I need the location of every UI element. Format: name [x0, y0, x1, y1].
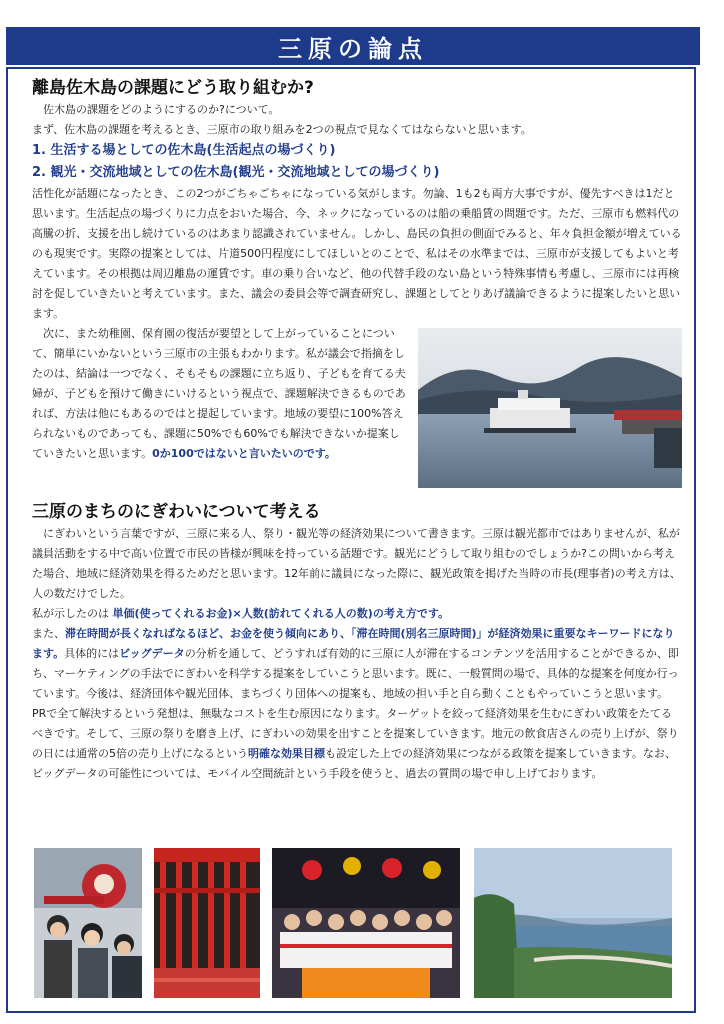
section2-heading: 三原のまちのにぎわいについて考える: [32, 502, 321, 522]
people-daruma-photo: [34, 848, 142, 998]
article-body: [32, 76, 682, 784]
section2-formula: [32, 604, 682, 624]
section1-heading: 離島佐木島の課題にどう取り組むか?: [32, 78, 314, 98]
festival-group-photo: [272, 848, 460, 998]
ferry-photo: [418, 328, 682, 488]
section2-intro: にぎわいという言葉ですが、三原に来る人、祭り・観光等の経済効果について書きます。三原は観光都市ではありませんが、私が議員活動をする中で高い位置で市民の皆様が興味を持っている話題です。観光にどうして取り組むのでしょうか?この問いから考えた場合、地域に経済効果を得るためだと思います。12年前に議員になった際に、観光政策を掲げた当時の市長(理事者)の考え方は、人の数だけでした。: [32, 527, 681, 600]
section1-body-2-text: 次に、また幼稚園、保育園の復活が要望として上がっていることについて、簡単にいかないという三原市の主張もわかります。私が議会で指摘をしたのは、結論は一つでなく、そもそもの課題に立ち返り、子どもを育てる夫婦が、子どもを預けて働きにいけるという視点で、課題解決できるものであれば、方法は他にもあるのではと提起しています。地域の要望に100%答えられないものであっても、課題に50%でも60%でも解決できないか提案していきたいと思います。: [32, 327, 406, 460]
keyword-emphasis: 滞在時間が長くなればなるほど、お金を使う傾向にあり、「滞在時間(別名三原時間)」が経済効果に重要なキーワードになります。: [32, 627, 675, 660]
body-pre: また、: [32, 627, 65, 640]
section1-intro: 佐木島の課題をどのようにするのか?について。: [43, 103, 280, 116]
bigdata-emphasis: ビッグデータ: [119, 647, 185, 660]
body-post: の分析を通して、どうすれば有効的に三原に人が滞在するコンテンツを活用することができるか、即ち、マーケティングの手法でにぎわいを科学する提案をしていこうと思います。既に、一般質問の場で、具体的な提案を何度か行っています。今後は、経済団体や観光団体、まちづくり団体への提案も、地域の担い手と自ら動くこともやっていこうと思います。PRで全て解決するという発想は、無駄なコストを生む原因になります。ターゲットを絞って経済効果を生むにぎわい政策をたてるべきです。そして、三原の祭りを磨き上げ、にぎわいの効果を出すことを提案していきます。地元の飲食店さんの売り上げが、祭りの日には通常の5倍の売り上げになるという: [32, 647, 679, 760]
page-title: 三原の論点: [278, 34, 428, 63]
formula-lead: 私が示したのは: [32, 607, 113, 620]
section1-lead: まず、佐木島の課題を考えるとき、三原市の取り組みを2つの視点で見なくてはならないと思います。: [32, 123, 532, 136]
coastline-photo: [474, 848, 672, 998]
point-2: 2. 観光・交流地域としての佐木島(観光・交流地域としての場づくり): [32, 165, 440, 180]
formula-emphasis: 単価(使ってくれるお金)×人数(訪れてくれる人の数)の考え方です。: [112, 607, 449, 620]
body-end: も設定した上での経済効果につながる政策を提案していきます。なお、ビッグデータの可能性については、モバイル空間統計という手段を使うと、過去の質問の場で申し上げております。: [32, 747, 676, 780]
torii-photo: [154, 848, 260, 998]
photo-strip: [34, 848, 672, 998]
section1-body: 活性化が話題になったとき、この2つがごちゃごちゃになっている気がします。勿論、1も2も両方大事ですが、優先すべきは1だと思います。生活起点の場づくりに力点をおいた場合、今、ネックになっているのは船の乗船賃の問題です。ただ、三原市も燃料代の高騰の折、支援を出し続けているのはあまり認識されていません。しかし、島民の負担の側面でみると、年々負担金額が増えているのも現実です。実際の提案としては、片道500円程度にしてほしいとのことで、私はその水準までは、三原市が支援してもよいと考えています。その根拠は周辺離島の運賃です。車の乗り合いなど、他の代替手段のない島という特殊事情も考慮し、三原市には再検討を促していきたいと考えています。また、議会の委員会等で調査研究し、課題としてとりあげ議論できるように提案したいと思います。: [32, 187, 682, 320]
section2-body: [32, 624, 682, 784]
target-emphasis: 明確な効果目標: [248, 747, 325, 760]
page-banner: [6, 27, 700, 65]
section1-emphasis: 0か100ではないと言いたいのです。: [152, 447, 336, 460]
point-1: 1. 生活する場としての佐木島(生活起点の場づくり): [32, 143, 336, 158]
body-mid: 具体的には: [64, 647, 120, 660]
